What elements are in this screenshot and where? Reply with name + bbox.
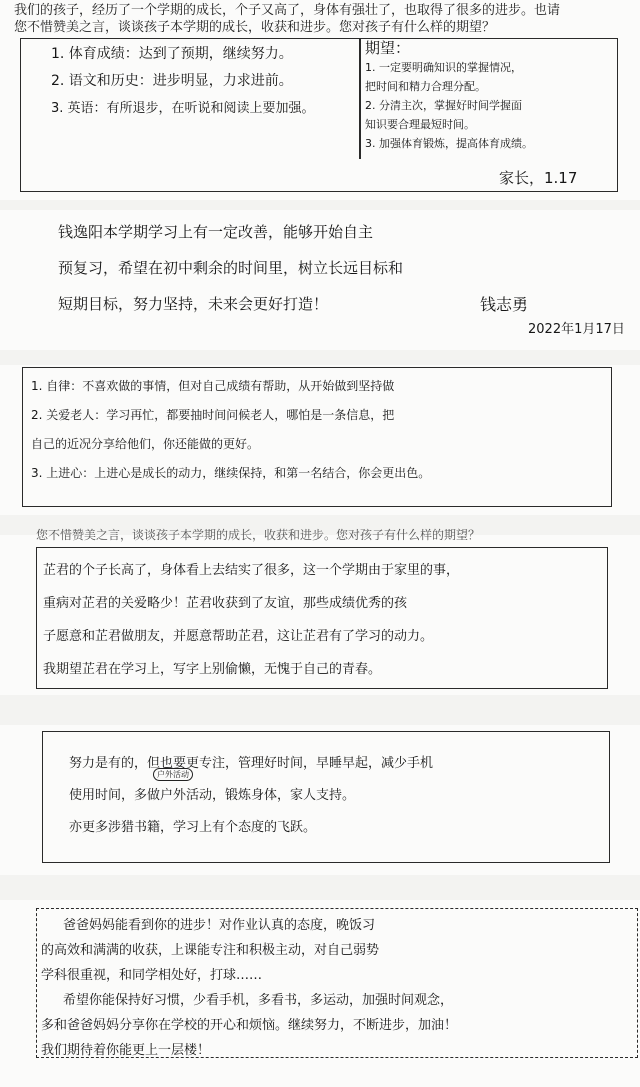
comment-line: 短期目标，努力坚持，未来会更好打造！ xyxy=(58,295,329,313)
prompt-line-1: 我们的孩子，经历了一个学期的成长，个子又高了，身体有强壮了，也取得了很多的进步。也请 xyxy=(14,3,561,18)
comment-line: 自己的近况分享给他们，你还能做的更好。 xyxy=(31,437,260,451)
comment-line: 努力是有的，但也要更专注，管理好时间，早睡早起，减少手机 xyxy=(69,756,434,771)
feedback-box-1 xyxy=(20,38,618,192)
expectation-line: 3. 加强体育锻炼，提高体育成绩。 xyxy=(365,137,533,150)
parent-comment-2 xyxy=(58,214,403,322)
inserted-annotation: 户外活动 xyxy=(153,768,193,781)
expectations-block xyxy=(365,39,615,153)
feedback-strip-4 xyxy=(0,528,640,695)
parent-comment-5 xyxy=(69,748,433,844)
parent-comment-3 xyxy=(31,372,430,488)
parent-comment-4 xyxy=(43,554,459,686)
comment-line: 钱逸阳本学期学习上有一定改善，能够开始自主 xyxy=(58,223,374,241)
comment-line: 使用时间，多做户外活动，锻炼身体，家人支持。 xyxy=(69,788,356,803)
parent-comment-6 xyxy=(41,913,457,1063)
left-comments xyxy=(51,41,361,122)
comment-line: 重病对芷君的关爱略少！芷君收获到了友谊，那些成绩优秀的孩 xyxy=(43,596,408,611)
comment-line: 子愿意和芷君做朋友，并愿意帮助芷君，这让芷君有了学习的动力。 xyxy=(43,629,434,644)
prompt-header xyxy=(14,2,560,36)
comment-english: 3. 英语：有所退步，在听说和阅读上要加强。 xyxy=(51,101,315,116)
comment-line: 多和爸爸妈妈分享你在学校的开心和烦恼。继续努力，不断进步，加油！ xyxy=(41,1018,458,1033)
comment-line: 我期望芷君在学习上，写字上别偷懒，无愧于自己的青春。 xyxy=(43,662,382,677)
parent-signature: 家长，1.17 xyxy=(499,169,578,187)
feedback-strip-5 xyxy=(0,725,640,875)
comment-line: 的高效和满满的收获，上课能专注和积极主动，对自己弱势 xyxy=(41,943,380,958)
comment-line: 芷君的个子长高了，身体看上去结实了很多，这一个学期由于家里的事， xyxy=(43,563,460,578)
comment-care-elders: 2. 关爱老人：学习再忙，都要抽时间问候老人，哪怕是一条信息，把 xyxy=(31,408,395,422)
signature-date: 2022年1月17日 xyxy=(528,322,625,337)
feedback-strip-1 xyxy=(0,0,640,200)
feedback-box-3 xyxy=(22,367,612,507)
comment-line: 学科很重视，和同学相处好，打球…… xyxy=(41,968,263,983)
feedback-strip-6 xyxy=(0,900,640,1087)
column-divider xyxy=(359,39,361,159)
feedback-box-4 xyxy=(36,547,608,689)
comment-line: 希望你能保持好习惯，少看手机，多看书，多运动，加强时间观念， xyxy=(63,993,454,1008)
comment-chinese-history: 2. 语文和历史：进步明显，力求进前。 xyxy=(51,73,293,89)
comment-motivation: 3. 上进心：上进心是成长的动力，继续保持，和第一名结合，你会更出色。 xyxy=(31,466,431,480)
comment-line: 预复习，希望在初中剩余的时间里，树立长远目标和 xyxy=(58,259,404,277)
feedback-strip-3 xyxy=(0,365,640,515)
expectation-line: 把时间和精力合理分配。 xyxy=(365,80,486,93)
feedback-box-6 xyxy=(36,908,638,1058)
expectation-line: 2. 分清主次，掌握好时间学握面 xyxy=(365,99,522,112)
prompt-line-2: 您不惜赞美之言，谈谈孩子本学期的成长，收获和进步。您对孩子有什么样的期望？ xyxy=(14,20,496,35)
comment-self-discipline: 1. 自律：不喜欢做的事情，但对自己成绩有帮助，从开始做到坚持做 xyxy=(31,379,395,393)
comment-line: 我们期待着你能更上一层楼！ xyxy=(41,1043,211,1058)
feedback-box-5 xyxy=(42,731,610,863)
expectation-line: 1. 一定要明确知识的掌握情况， xyxy=(365,61,522,74)
expectation-line: 知识要合理最短时间。 xyxy=(365,118,475,131)
parent-signature-2: 钱志勇 xyxy=(480,295,529,314)
expectations-title: 期望： xyxy=(365,39,411,57)
feedback-strip-2 xyxy=(0,210,640,350)
comment-line: 亦更多涉猎书籍，学习上有个态度的飞跃。 xyxy=(69,820,317,835)
prompt-header-cut: 您不惜赞美之言，谈谈孩子本学期的成长，收获和进步。您对孩子有什么样的期望？ xyxy=(36,528,481,542)
comment-pe: 1. 体育成绩：达到了预期，继续努力。 xyxy=(51,46,293,62)
comment-line: 爸爸妈妈能看到你的进步！对作业认真的态度，晚饭习 xyxy=(63,918,376,933)
